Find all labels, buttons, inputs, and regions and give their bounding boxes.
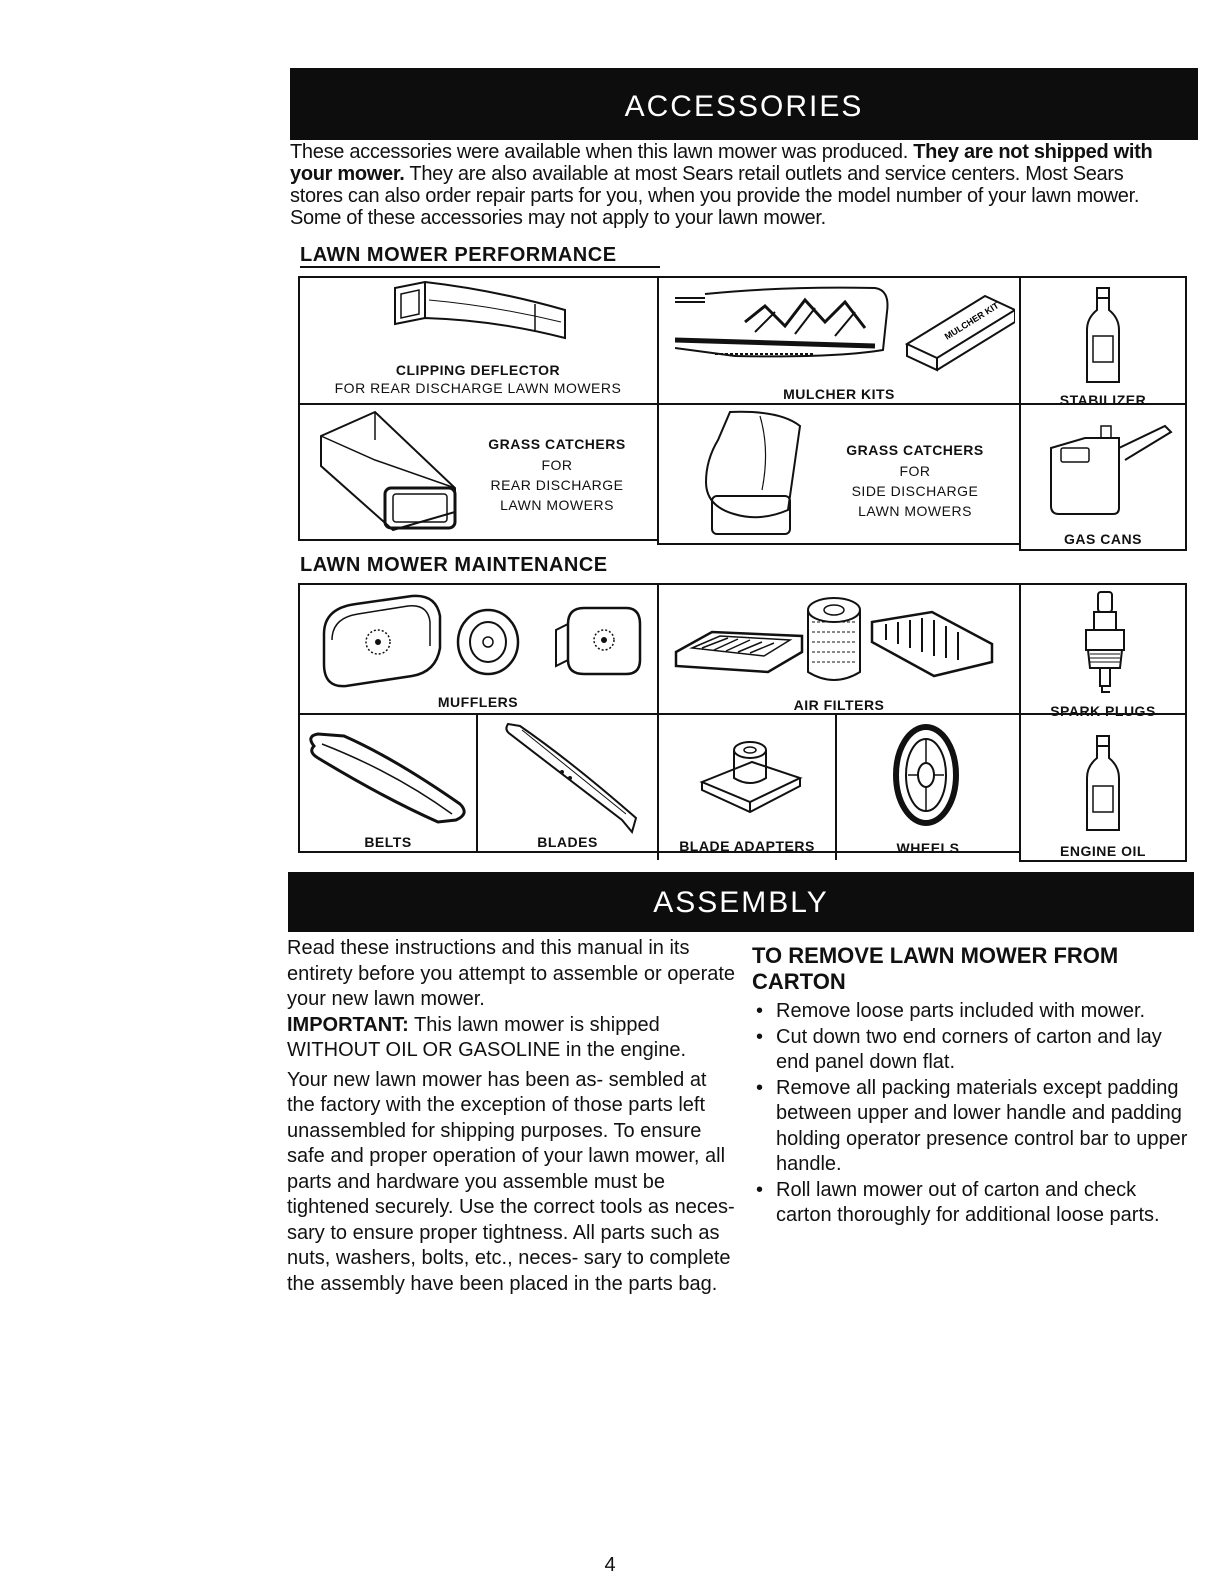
clipping-deflector-illustration — [385, 280, 575, 350]
page-number: 4 — [604, 1554, 616, 1576]
bullet-dot: • — [756, 1000, 764, 1022]
bullet-dot: • — [756, 1076, 764, 1099]
assembly-right-column — [752, 943, 1197, 1229]
mulcher-kits-label: MULCHER KITS — [783, 386, 895, 402]
blades-illustration — [502, 722, 642, 834]
assembly-factory-paragraph: Your new lawn mower has been as- sembled at the factory with the exception of those parts left unassembled for shipping purposes. To ensure safe and proper operation of your lawn mower, all parts and hardware you assemble must be tightened securely. Use the correct tools as neces- sary to ensure proper tightness. All parts such as nuts, washers, bolts, etc., neces- sary to complete the assembly have been placed in the parts bag. — [287, 1068, 735, 1295]
stabilizer-bottle-illustration — [1085, 286, 1121, 386]
air-filters-illustration — [672, 592, 1012, 684]
belts-label: BELTS — [364, 834, 412, 850]
gas-can-illustration — [1045, 418, 1175, 518]
spark-plugs-label: SPARK PLUGS — [1050, 703, 1156, 719]
belts-illustration — [304, 728, 470, 828]
clipping-deflector-subtitle: FOR REAR DISCHARGE LAWN MOWERS — [334, 380, 622, 396]
rear-grass-catcher-illustration — [315, 410, 465, 532]
rear-grass-catchers-title: GRASS CATCHERS — [488, 436, 626, 452]
remove-mower-heading: TO REMOVE LAWN MOWER FROM CARTON — [752, 943, 1119, 994]
engine-oil-bottle-illustration — [1085, 734, 1121, 834]
rear-grass-catchers-line3: LAWN MOWERS — [500, 497, 614, 513]
remove-mower-step-text: Cut down two end corners of carton and lay end panel down flat. — [776, 1025, 1162, 1073]
bullet-dot: • — [756, 1025, 764, 1048]
blades-label: BLADES — [537, 834, 598, 850]
not-shipped-notice: They are not shipped with your mower. — [290, 141, 1153, 185]
remove-mower-step — [752, 1025, 1197, 1076]
side-grass-catchers-line1: FOR — [899, 463, 931, 479]
wheel-illustration — [886, 722, 966, 828]
accessories-intro: These accessories were available when this lawn mower was produced. They are not shipped with your mower. They are also available at most Sears retail outlets and service centers. Most Sears stores can also order repair parts for you, when you provide the model number of your lawn mower. Some of these accessories may not apply to your lawn mower. — [290, 141, 1153, 229]
mufflers-illustration — [316, 594, 646, 690]
air-filters-label: AIR FILTERS — [793, 697, 885, 713]
remove-mower-step-text: Remove all packing materials except padding between upper and lower handle and padding holding operator presence control bar to upper handle. — [776, 1076, 1188, 1175]
stabilizer-label: STABILIZER — [1059, 392, 1147, 408]
rear-grass-catchers-line1: FOR — [541, 457, 573, 473]
gas-cans-label: GAS CANS — [1064, 531, 1142, 547]
assembly-left-column — [287, 936, 737, 1297]
side-grass-catchers-title: GRASS CATCHERS — [846, 442, 984, 458]
performance-heading: LAWN MOWER PERFORMANCE — [300, 244, 617, 266]
remove-mower-step-text: Roll lawn mower out of carton and check carton thoroughly for additional loose parts. — [776, 1178, 1160, 1226]
assembly-title: ASSEMBLY — [653, 886, 829, 919]
maintenance-heading: LAWN MOWER MAINTENANCE — [300, 554, 608, 576]
side-grass-catchers-line2: SIDE DISCHARGE — [851, 483, 979, 499]
remove-mower-step — [752, 1178, 1197, 1229]
wheels-label: WHEELS — [896, 840, 960, 856]
mufflers-label: MUFFLERS — [437, 694, 519, 710]
remove-mower-step-text: Remove loose parts included with mower. — [776, 1000, 1146, 1022]
remove-mower-steps — [752, 999, 1197, 1229]
rear-grass-catchers-line2: REAR DISCHARGE — [490, 477, 624, 493]
blade-adapter-illustration — [696, 732, 806, 822]
assembly-banner — [288, 872, 1194, 932]
performance-heading-underline — [300, 266, 660, 268]
clipping-deflector-title: CLIPPING DEFLECTOR — [395, 362, 561, 378]
accessories-title: ACCESSORIES — [624, 90, 864, 123]
side-grass-catcher-illustration — [700, 410, 810, 540]
important-label: IMPORTANT: — [287, 1013, 409, 1036]
remove-mower-step — [752, 1076, 1197, 1178]
side-grass-catchers-line3: LAWN MOWERS — [858, 503, 972, 519]
blade-adapters-label: BLADE ADAPTERS — [679, 838, 815, 854]
engine-oil-label: ENGINE OIL — [1060, 843, 1146, 859]
mulcher-kit-box-text: MULCHER KIT — [942, 300, 1001, 342]
remove-mower-step — [752, 999, 1197, 1025]
important-notice: IMPORTANT: This lawn mower is shipped WITHOUT OIL OR GASOLINE in the engine. — [287, 1013, 687, 1061]
mulcher-kits-illustration — [675, 282, 1015, 372]
spark-plug-illustration — [1080, 590, 1130, 694]
accessories-banner — [290, 68, 1198, 140]
assembly-intro-paragraph: Read these instructions and this manual in its entirety before you attempt to assemble or operate your new lawn mower. — [287, 937, 736, 1010]
bullet-dot: • — [756, 1178, 764, 1201]
